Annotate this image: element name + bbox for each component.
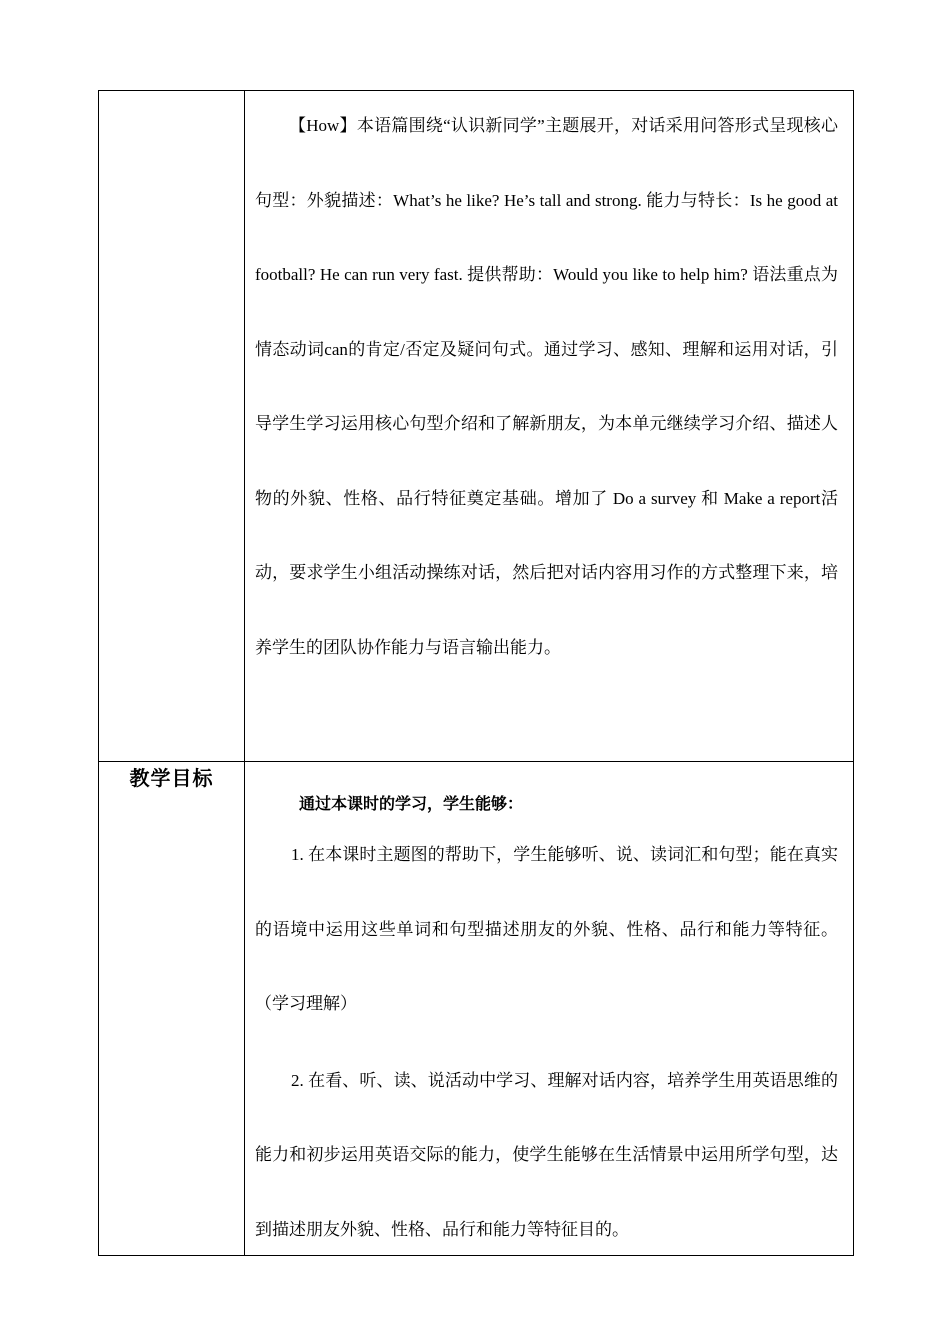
how-section bbox=[245, 91, 853, 761]
how-paragraph: 【How】本语篇围绕“认识新同学”主题展开，对话采用问答形式呈现核心句型：外貌描述：What’s he like? He’s tall and strong. 能力与特长：Is he good at football? He can run very fast. 提供帮助：Would you like to help him? 语法重点为情态动词can的肯定/否定及疑问句式。通过学习、感知、理解和运用对话，引导学生学习运用核心句型介绍和了解新朋友，为本单元继续学习介绍、描述人物的外貌、性格、品行特征奠定基础。增加了 Do a survey 和 Make a report活动，要求学生小组活动操练对话，然后把对话内容用习作的方式整理下来，培养学生的团队协作能力与语言输出能力。 bbox=[255, 116, 838, 657]
goal-item-1: 1. 在本课时主题图的帮助下，学生能够听、说、读词汇和句型；能在真实的语境中运用这些单词和句型描述朋友的外貌、性格、品行和能力等特征。（学习理解） bbox=[255, 845, 838, 1013]
lesson-plan-table bbox=[98, 90, 854, 1256]
table-row bbox=[99, 91, 854, 762]
row-content-cell bbox=[245, 91, 854, 762]
row-label-cell bbox=[99, 762, 245, 1256]
goals-intro: 通过本课时的学习，学生能够： bbox=[299, 794, 524, 813]
table-row bbox=[99, 762, 854, 1256]
row-label-cell bbox=[99, 91, 245, 762]
goals-section bbox=[245, 762, 853, 1255]
teaching-goals-label: 教学目标 bbox=[129, 766, 214, 790]
row-content-cell bbox=[245, 762, 854, 1256]
goal-item-2: 2. 在看、听、读、说活动中学习、理解对话内容，培养学生用英语思维的能力和初步运用英语交际的能力，使学生能够在生活情景中运用所学句型，达到描述朋友外貌、性格、品行和能力等特征目的。 bbox=[255, 1070, 838, 1239]
